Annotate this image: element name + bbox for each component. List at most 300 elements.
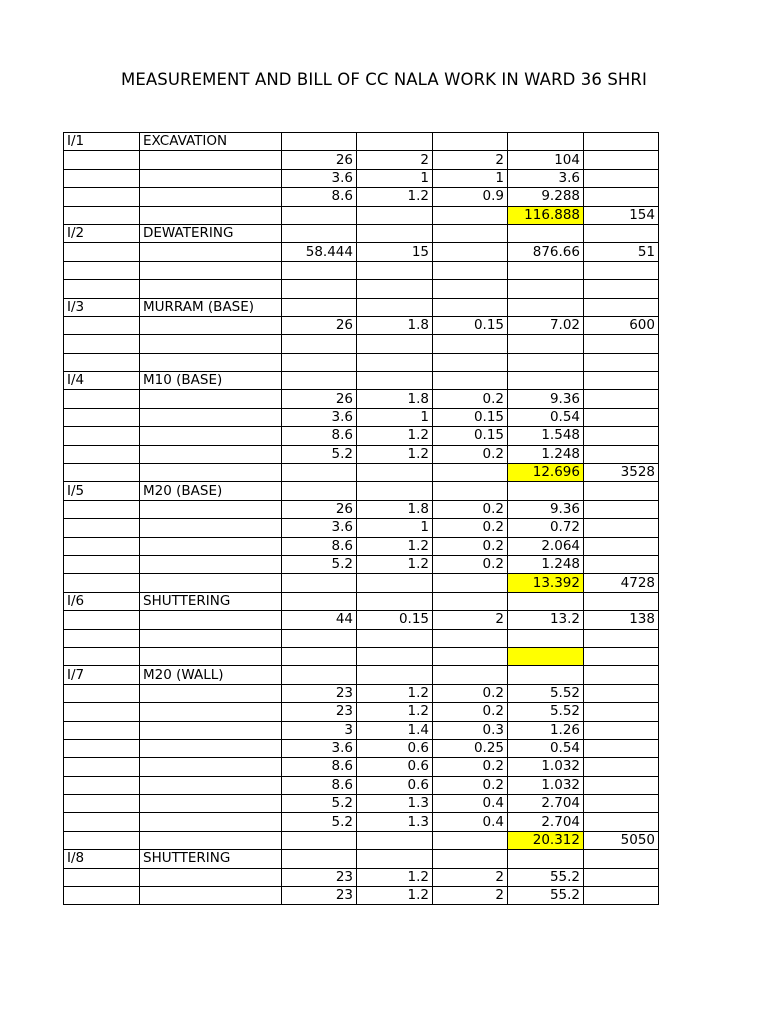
cell-item-no[interactable] [64, 776, 140, 794]
cell-quantity[interactable] [508, 335, 584, 353]
table-row [64, 592, 659, 610]
cell-length[interactable] [282, 353, 357, 371]
cell-rate[interactable] [584, 721, 659, 739]
cell-length[interactable]: 3.6 [282, 408, 357, 426]
cell-rate[interactable] [584, 795, 659, 813]
cell-quantity[interactable]: 7.02 [508, 316, 584, 334]
cell-quantity[interactable]: 1.26 [508, 721, 584, 739]
cell-length[interactable]: 5.2 [282, 445, 357, 463]
cell-description[interactable] [140, 243, 282, 261]
cell-description[interactable] [140, 776, 282, 794]
cell-depth[interactable]: 0.2 [433, 445, 508, 463]
cell-rate[interactable]: 3528 [584, 464, 659, 482]
cell-breadth[interactable] [357, 280, 433, 298]
cell-description[interactable] [140, 795, 282, 813]
cell-item-no[interactable] [64, 188, 140, 206]
cell-rate[interactable] [584, 298, 659, 316]
cell-rate[interactable]: 600 [584, 316, 659, 334]
cell-item-no[interactable] [64, 427, 140, 445]
cell-length[interactable] [282, 298, 357, 316]
cell-depth[interactable]: 2 [433, 611, 508, 629]
cell-quantity[interactable] [508, 298, 584, 316]
cell-rate[interactable] [584, 261, 659, 279]
cell-depth[interactable]: 0.15 [433, 427, 508, 445]
cell-depth[interactable]: 0.2 [433, 776, 508, 794]
cell-quantity[interactable]: 1.248 [508, 445, 584, 463]
cell-rate[interactable] [584, 169, 659, 187]
cell-length[interactable]: 5.2 [282, 555, 357, 573]
cell-item-no[interactable] [64, 813, 140, 831]
cell-quantity[interactable]: 9.36 [508, 500, 584, 518]
cell-description[interactable] [140, 574, 282, 592]
cell-breadth[interactable]: 1.2 [357, 537, 433, 555]
cell-length[interactable]: 23 [282, 703, 357, 721]
cell-breadth[interactable] [357, 298, 433, 316]
cell-length[interactable] [282, 647, 357, 665]
cell-length[interactable] [282, 335, 357, 353]
cell-quantity[interactable]: 2.064 [508, 537, 584, 555]
cell-length[interactable]: 3.6 [282, 739, 357, 757]
cell-depth[interactable] [433, 243, 508, 261]
cell-description[interactable] [140, 831, 282, 849]
cell-length[interactable]: 3.6 [282, 169, 357, 187]
cell-quantity[interactable]: 5.52 [508, 703, 584, 721]
cell-depth[interactable] [433, 850, 508, 868]
cell-breadth[interactable] [357, 464, 433, 482]
cell-depth[interactable]: 0.4 [433, 813, 508, 831]
cell-length[interactable]: 8.6 [282, 188, 357, 206]
cell-rate[interactable]: 51 [584, 243, 659, 261]
cell-description[interactable] [140, 703, 282, 721]
cell-rate[interactable] [584, 390, 659, 408]
cell-length[interactable] [282, 206, 357, 224]
cell-item-no[interactable] [64, 868, 140, 886]
cell-breadth[interactable] [357, 335, 433, 353]
cell-rate[interactable]: 154 [584, 206, 659, 224]
cell-length[interactable] [282, 372, 357, 390]
cell-item-no[interactable]: I/7 [64, 666, 140, 684]
cell-description[interactable] [140, 721, 282, 739]
cell-item-no[interactable]: I/8 [64, 850, 140, 868]
cell-length[interactable]: 23 [282, 684, 357, 702]
cell-quantity[interactable] [508, 133, 584, 151]
cell-length[interactable]: 8.6 [282, 758, 357, 776]
cell-quantity[interactable]: 55.2 [508, 887, 584, 905]
cell-breadth[interactable]: 1.2 [357, 703, 433, 721]
cell-item-no[interactable] [64, 206, 140, 224]
cell-rate[interactable] [584, 887, 659, 905]
cell-breadth[interactable]: 1.8 [357, 316, 433, 334]
cell-depth[interactable]: 0.9 [433, 188, 508, 206]
cell-item-no[interactable] [64, 151, 140, 169]
cell-breadth[interactable] [357, 629, 433, 647]
cell-description[interactable] [140, 519, 282, 537]
cell-depth[interactable]: 0.2 [433, 500, 508, 518]
cell-depth[interactable] [433, 224, 508, 242]
cell-quantity[interactable]: 20.312 [508, 831, 584, 849]
cell-depth[interactable] [433, 464, 508, 482]
cell-breadth[interactable]: 1 [357, 169, 433, 187]
cell-item-no[interactable] [64, 739, 140, 757]
cell-length[interactable]: 5.2 [282, 813, 357, 831]
cell-rate[interactable] [584, 519, 659, 537]
cell-item-no[interactable] [64, 169, 140, 187]
cell-rate[interactable] [584, 482, 659, 500]
table-row [64, 353, 659, 371]
cell-quantity[interactable]: 1.032 [508, 776, 584, 794]
cell-item-no[interactable] [64, 629, 140, 647]
cell-rate[interactable] [584, 500, 659, 518]
cell-item-no[interactable] [64, 831, 140, 849]
cell-rate[interactable] [584, 813, 659, 831]
cell-quantity[interactable] [508, 261, 584, 279]
cell-quantity[interactable]: 13.2 [508, 611, 584, 629]
cell-length[interactable]: 58.444 [282, 243, 357, 261]
cell-item-no[interactable] [64, 243, 140, 261]
cell-description[interactable] [140, 684, 282, 702]
cell-item-no[interactable] [64, 316, 140, 334]
cell-item-no[interactable] [64, 464, 140, 482]
cell-item-no[interactable] [64, 795, 140, 813]
cell-depth[interactable]: 0.15 [433, 408, 508, 426]
cell-item-no[interactable]: I/6 [64, 592, 140, 610]
cell-depth[interactable]: 0.15 [433, 316, 508, 334]
cell-description[interactable] [140, 868, 282, 886]
cell-quantity[interactable]: 1.248 [508, 555, 584, 573]
cell-rate[interactable] [584, 592, 659, 610]
cell-quantity[interactable] [508, 647, 584, 665]
cell-description[interactable] [140, 813, 282, 831]
cell-description[interactable] [140, 206, 282, 224]
cell-item-no[interactable] [64, 611, 140, 629]
cell-length[interactable] [282, 592, 357, 610]
cell-quantity[interactable]: 2.704 [508, 813, 584, 831]
cell-item-no[interactable] [64, 519, 140, 537]
cell-description[interactable] [140, 316, 282, 334]
cell-rate[interactable] [584, 555, 659, 573]
cell-quantity[interactable]: 12.696 [508, 464, 584, 482]
cell-description[interactable]: M20 (BASE) [140, 482, 282, 500]
cell-description[interactable] [140, 555, 282, 573]
cell-quantity[interactable]: 3.6 [508, 169, 584, 187]
cell-depth[interactable]: 0.2 [433, 684, 508, 702]
cell-item-no[interactable] [64, 335, 140, 353]
cell-item-no[interactable] [64, 500, 140, 518]
cell-breadth[interactable] [357, 206, 433, 224]
cell-breadth[interactable]: 1.3 [357, 795, 433, 813]
cell-description[interactable] [140, 464, 282, 482]
cell-depth[interactable] [433, 206, 508, 224]
cell-breadth[interactable]: 1.8 [357, 390, 433, 408]
cell-quantity[interactable] [508, 372, 584, 390]
cell-breadth[interactable]: 1 [357, 408, 433, 426]
cell-rate[interactable] [584, 703, 659, 721]
cell-depth[interactable]: 0.2 [433, 537, 508, 555]
cell-description[interactable] [140, 739, 282, 757]
cell-rate[interactable] [584, 629, 659, 647]
cell-depth[interactable] [433, 574, 508, 592]
cell-rate[interactable] [584, 445, 659, 463]
cell-rate[interactable]: 138 [584, 611, 659, 629]
cell-description[interactable] [140, 647, 282, 665]
cell-depth[interactable]: 2 [433, 887, 508, 905]
cell-length[interactable] [282, 629, 357, 647]
cell-breadth[interactable]: 1.4 [357, 721, 433, 739]
cell-breadth[interactable] [357, 666, 433, 684]
cell-depth[interactable]: 0.2 [433, 390, 508, 408]
cell-length[interactable]: 3 [282, 721, 357, 739]
cell-depth[interactable] [433, 372, 508, 390]
cell-breadth[interactable] [357, 647, 433, 665]
cell-length[interactable] [282, 261, 357, 279]
cell-item-no[interactable]: I/1 [64, 133, 140, 151]
cell-description[interactable] [140, 151, 282, 169]
cell-breadth[interactable] [357, 133, 433, 151]
cell-depth[interactable]: 2 [433, 868, 508, 886]
cell-rate[interactable] [584, 372, 659, 390]
cell-depth[interactable] [433, 831, 508, 849]
cell-rate[interactable]: 5050 [584, 831, 659, 849]
cell-quantity[interactable]: 1.548 [508, 427, 584, 445]
cell-depth[interactable]: 0.25 [433, 739, 508, 757]
cell-rate[interactable] [584, 647, 659, 665]
cell-rate[interactable] [584, 151, 659, 169]
cell-length[interactable] [282, 666, 357, 684]
cell-breadth[interactable]: 1.3 [357, 813, 433, 831]
cell-breadth[interactable] [357, 850, 433, 868]
cell-breadth[interactable]: 1 [357, 519, 433, 537]
cell-quantity[interactable] [508, 629, 584, 647]
cell-description[interactable]: M10 (BASE) [140, 372, 282, 390]
cell-item-no[interactable] [64, 758, 140, 776]
cell-description[interactable] [140, 408, 282, 426]
cell-depth[interactable]: 0.3 [433, 721, 508, 739]
cell-item-no[interactable] [64, 280, 140, 298]
cell-item-no[interactable] [64, 574, 140, 592]
cell-description[interactable] [140, 261, 282, 279]
cell-depth[interactable]: 2 [433, 151, 508, 169]
cell-rate[interactable] [584, 280, 659, 298]
cell-item-no[interactable]: I/3 [64, 298, 140, 316]
cell-breadth[interactable]: 1.2 [357, 887, 433, 905]
cell-length[interactable] [282, 133, 357, 151]
cell-item-no[interactable] [64, 390, 140, 408]
cell-length[interactable]: 3.6 [282, 519, 357, 537]
cell-quantity[interactable]: 0.72 [508, 519, 584, 537]
cell-depth[interactable] [433, 261, 508, 279]
cell-description[interactable] [140, 188, 282, 206]
cell-depth[interactable] [433, 482, 508, 500]
cell-length[interactable] [282, 280, 357, 298]
cell-depth[interactable] [433, 335, 508, 353]
cell-rate[interactable] [584, 684, 659, 702]
cell-rate[interactable] [584, 868, 659, 886]
cell-depth[interactable]: 0.2 [433, 758, 508, 776]
cell-item-no[interactable] [64, 537, 140, 555]
cell-quantity[interactable] [508, 280, 584, 298]
cell-depth[interactable] [433, 592, 508, 610]
cell-length[interactable]: 26 [282, 151, 357, 169]
cell-breadth[interactable] [357, 353, 433, 371]
cell-length[interactable]: 23 [282, 868, 357, 886]
cell-rate[interactable] [584, 188, 659, 206]
table-row [64, 464, 659, 482]
cell-description[interactable]: SHUTTERING [140, 850, 282, 868]
cell-length[interactable]: 26 [282, 390, 357, 408]
cell-quantity[interactable]: 2.704 [508, 795, 584, 813]
cell-length[interactable]: 8.6 [282, 537, 357, 555]
cell-quantity[interactable]: 9.36 [508, 390, 584, 408]
cell-quantity[interactable] [508, 482, 584, 500]
cell-item-no[interactable] [64, 703, 140, 721]
cell-depth[interactable] [433, 629, 508, 647]
cell-quantity[interactable]: 0.54 [508, 739, 584, 757]
cell-length[interactable]: 26 [282, 316, 357, 334]
cell-description[interactable] [140, 445, 282, 463]
cell-item-no[interactable] [64, 445, 140, 463]
cell-quantity[interactable]: 104 [508, 151, 584, 169]
cell-item-no[interactable]: I/5 [64, 482, 140, 500]
cell-rate[interactable] [584, 776, 659, 794]
table-row [64, 500, 659, 518]
cell-length[interactable] [282, 482, 357, 500]
cell-length[interactable] [282, 464, 357, 482]
cell-breadth[interactable] [357, 831, 433, 849]
cell-rate[interactable] [584, 850, 659, 868]
cell-rate[interactable] [584, 427, 659, 445]
cell-breadth[interactable] [357, 592, 433, 610]
cell-rate[interactable] [584, 133, 659, 151]
cell-breadth[interactable] [357, 482, 433, 500]
cell-breadth[interactable]: 1.2 [357, 684, 433, 702]
cell-description[interactable] [140, 537, 282, 555]
cell-breadth[interactable] [357, 574, 433, 592]
cell-item-no[interactable] [64, 353, 140, 371]
cell-item-no[interactable] [64, 408, 140, 426]
cell-description[interactable]: DEWATERING [140, 224, 282, 242]
cell-depth[interactable]: 0.2 [433, 555, 508, 573]
cell-depth[interactable] [433, 133, 508, 151]
cell-description[interactable] [140, 887, 282, 905]
cell-breadth[interactable]: 1.2 [357, 188, 433, 206]
cell-breadth[interactable]: 1.2 [357, 555, 433, 573]
cell-depth[interactable] [433, 647, 508, 665]
cell-length[interactable] [282, 574, 357, 592]
cell-rate[interactable]: 4728 [584, 574, 659, 592]
cell-description[interactable]: MURRAM (BASE) [140, 298, 282, 316]
cell-length[interactable]: 8.6 [282, 776, 357, 794]
cell-breadth[interactable] [357, 261, 433, 279]
cell-length[interactable] [282, 224, 357, 242]
cell-description[interactable] [140, 500, 282, 518]
cell-rate[interactable] [584, 739, 659, 757]
cell-length[interactable]: 5.2 [282, 795, 357, 813]
cell-depth[interactable]: 0.2 [433, 519, 508, 537]
cell-quantity[interactable]: 876.66 [508, 243, 584, 261]
cell-description[interactable] [140, 280, 282, 298]
cell-item-no[interactable] [64, 647, 140, 665]
cell-breadth[interactable]: 2 [357, 151, 433, 169]
cell-description[interactable] [140, 353, 282, 371]
cell-quantity[interactable] [508, 592, 584, 610]
table-row [64, 850, 659, 868]
cell-breadth[interactable]: 0.6 [357, 776, 433, 794]
cell-depth[interactable] [433, 298, 508, 316]
cell-item-no[interactable] [64, 684, 140, 702]
cell-length[interactable]: 44 [282, 611, 357, 629]
cell-breadth[interactable]: 1.8 [357, 500, 433, 518]
cell-quantity[interactable] [508, 353, 584, 371]
cell-item-no[interactable] [64, 555, 140, 573]
cell-description[interactable] [140, 390, 282, 408]
cell-length[interactable]: 8.6 [282, 427, 357, 445]
table-row [64, 629, 659, 647]
cell-length[interactable]: 23 [282, 887, 357, 905]
cell-rate[interactable] [584, 224, 659, 242]
cell-quantity[interactable] [508, 850, 584, 868]
cell-description[interactable] [140, 758, 282, 776]
cell-quantity[interactable]: 13.392 [508, 574, 584, 592]
cell-breadth[interactable] [357, 224, 433, 242]
cell-depth[interactable] [433, 280, 508, 298]
cell-breadth[interactable]: 1.2 [357, 868, 433, 886]
cell-breadth[interactable]: 15 [357, 243, 433, 261]
cell-quantity[interactable]: 0.54 [508, 408, 584, 426]
cell-length[interactable] [282, 831, 357, 849]
cell-rate[interactable] [584, 758, 659, 776]
cell-item-no[interactable]: I/2 [64, 224, 140, 242]
cell-quantity[interactable]: 5.52 [508, 684, 584, 702]
cell-breadth[interactable]: 0.15 [357, 611, 433, 629]
cell-item-no[interactable] [64, 721, 140, 739]
cell-description[interactable]: EXCAVATION [140, 133, 282, 151]
cell-breadth[interactable] [357, 372, 433, 390]
cell-rate[interactable] [584, 353, 659, 371]
cell-breadth[interactable]: 1.2 [357, 427, 433, 445]
cell-rate[interactable] [584, 335, 659, 353]
cell-depth[interactable] [433, 353, 508, 371]
cell-breadth[interactable]: 0.6 [357, 739, 433, 757]
cell-depth[interactable]: 0.2 [433, 703, 508, 721]
cell-quantity[interactable]: 116.888 [508, 206, 584, 224]
cell-length[interactable] [282, 850, 357, 868]
cell-quantity[interactable] [508, 224, 584, 242]
cell-quantity[interactable] [508, 666, 584, 684]
cell-quantity[interactable]: 9.288 [508, 188, 584, 206]
cell-description[interactable]: SHUTTERING [140, 592, 282, 610]
cell-description[interactable] [140, 427, 282, 445]
cell-length[interactable]: 26 [282, 500, 357, 518]
cell-description[interactable] [140, 611, 282, 629]
cell-depth[interactable] [433, 666, 508, 684]
cell-breadth[interactable]: 1.2 [357, 445, 433, 463]
cell-description[interactable] [140, 629, 282, 647]
cell-rate[interactable] [584, 408, 659, 426]
cell-item-no[interactable]: I/4 [64, 372, 140, 390]
cell-item-no[interactable] [64, 887, 140, 905]
cell-description[interactable] [140, 169, 282, 187]
cell-quantity[interactable]: 55.2 [508, 868, 584, 886]
cell-depth[interactable]: 0.4 [433, 795, 508, 813]
cell-description[interactable] [140, 335, 282, 353]
cell-depth[interactable]: 1 [433, 169, 508, 187]
cell-breadth[interactable]: 0.6 [357, 758, 433, 776]
cell-rate[interactable] [584, 537, 659, 555]
cell-rate[interactable] [584, 666, 659, 684]
cell-description[interactable]: M20 (WALL) [140, 666, 282, 684]
cell-quantity[interactable]: 1.032 [508, 758, 584, 776]
cell-item-no[interactable] [64, 261, 140, 279]
